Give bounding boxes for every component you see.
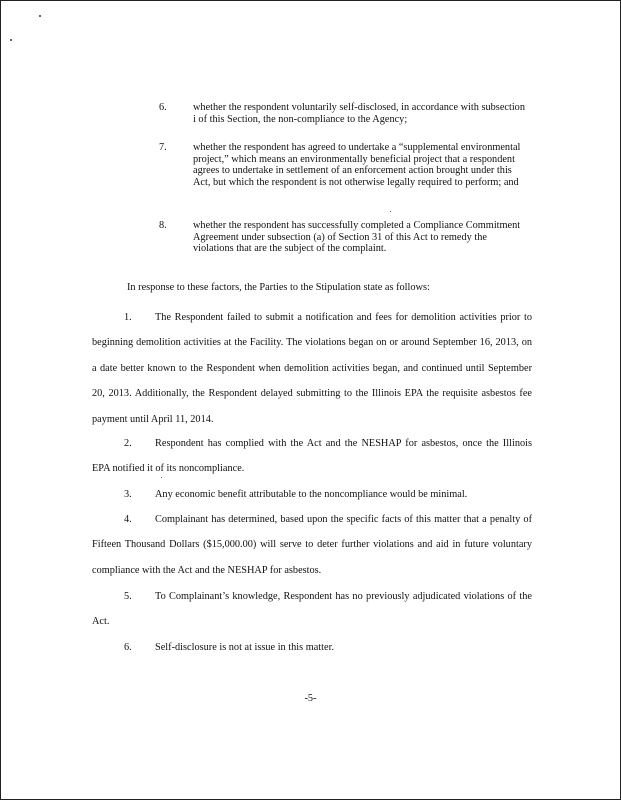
paragraph-text: Complainant has determined, based upon the specific facts of this matter that a penalty of Fifteen Thousand Dollars ($15,000.00) will serve to deter further violations and aid in future voluntary compliance with the Act and the NESHAP for asbestos.: [92, 514, 532, 576]
paragraph-text: The Respondent failed to submit a notification and fees for demolition activities prior to beginning demolition activities at the Facility. The violations began on or around September 16, 2013, on a date better known to the Respondent when demolition activities began, and continued until September 20, 2013. Additionally, the Respondent delayed submitting to the Illinois EPA the requisite asbestos fee payment until April 11, 2014.: [92, 312, 532, 425]
paragraph-text: To Complainant’s knowledge, Respondent has no previously adjudicated violations of the Act.: [92, 591, 532, 628]
stipulation-paragraph-6: [92, 635, 532, 660]
factor-item-8: [159, 220, 529, 255]
page-number: -5-: [304, 693, 317, 704]
paragraph-number: 6.: [124, 642, 132, 653]
paragraph-number: 5.: [124, 591, 132, 602]
scan-speck: [39, 15, 41, 17]
factor-text: whether the respondent has successfully completed a Compliance Commitment Agreement under subsection (a) of Section 31 of this Act to remedy the violations that are the subject of the complaint.: [193, 220, 521, 255]
factor-item-7: [159, 142, 529, 188]
stipulation-paragraph-1: [92, 305, 532, 432]
stipulation-paragraph-2: [92, 431, 532, 482]
factor-item-6: [159, 102, 529, 125]
paragraph-text: Respondent has complied with the Act and the NESHAP for asbestos, once the Illinois EPA notified it of its noncompliance.: [92, 438, 532, 475]
stipulation-paragraph-4: [92, 507, 532, 583]
stipulation-paragraph-3: [92, 482, 532, 507]
paragraph-text: Any economic benefit attributable to the noncompliance would be minimal.: [155, 489, 468, 500]
intro-sentence: In response to these factors, the Parties to the Stipulation state as follows:: [127, 282, 430, 293]
factor-number: 8.: [159, 220, 167, 231]
factor-number: 7.: [159, 142, 167, 153]
scan-speck: [10, 39, 12, 41]
paragraph-number: 3.: [124, 489, 132, 500]
factor-text: whether the respondent has agreed to undertake a “supplemental environmental project,” which means an environmentally beneficial project that a respondent agrees to undertake in settlement of an enforcement action brought under this Act, but which the respondent is not otherwise legally required to perform; and: [193, 142, 521, 188]
paragraph-text: Self-disclosure is not at issue in this matter.: [155, 642, 335, 653]
factor-number: 6.: [159, 102, 167, 113]
paragraph-number: 4.: [124, 514, 132, 525]
paragraph-number: 1.: [124, 312, 132, 323]
paragraph-number: 2.: [124, 438, 132, 449]
stipulation-paragraph-5: [92, 584, 532, 635]
factor-text: whether the respondent voluntarily self-disclosed, in accordance with subsection i of this Section, the non-compliance to the Agency;: [193, 102, 525, 125]
scan-speck: [390, 211, 391, 212]
